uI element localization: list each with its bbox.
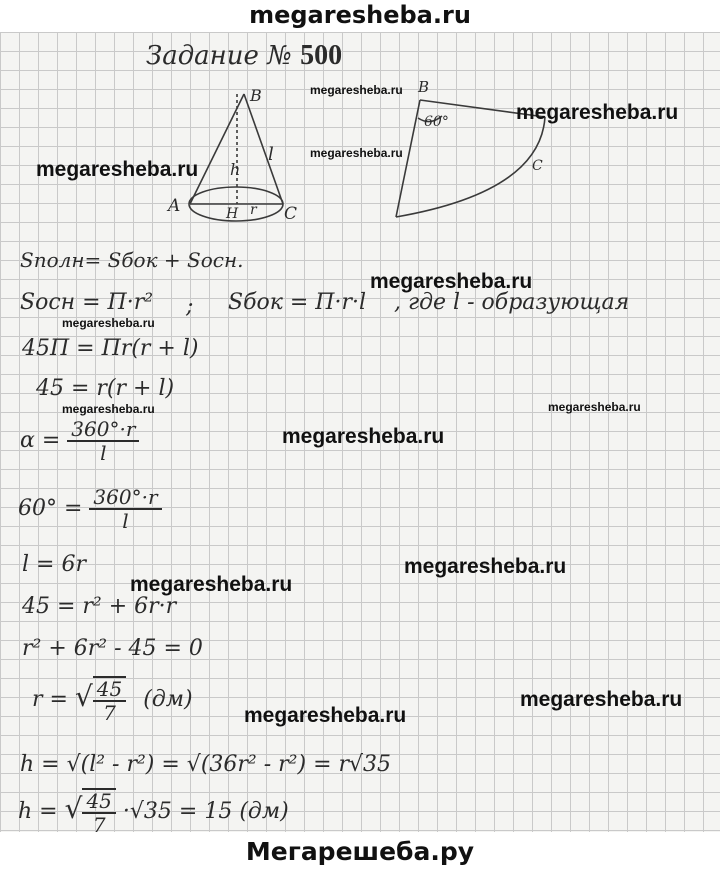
watermark: megaresheba.ru [404,555,567,578]
solution-line-7: l = 6r [22,552,86,577]
solution-line-12-lhs: h = [18,799,58,824]
site-footer: Мегарешеба.ру [0,832,720,873]
solution-line-6-fraction [89,486,161,532]
cone-label-a: A [168,196,181,216]
solution-line-3: 45П = Пr(r + l) [22,336,199,361]
notebook-sheet [0,32,720,832]
solution-line-6 [18,486,162,532]
fraction-numerator: 45 [82,790,115,814]
cone-label-h: h [230,160,241,179]
cone-label-b: B [250,86,262,105]
solution-line-4: 45 = r(r + l) [36,376,175,401]
fraction-denominator: 7 [103,701,116,725]
solution-line-5-fraction [67,418,139,464]
fraction-numerator: 360°·r [89,486,161,510]
sector-label-c: C [532,158,543,174]
solution-line-10-lhs: r = [32,687,68,712]
solution-line-10-unit: (дм) [143,687,193,712]
solution-line-12-rest: ·√35 = 15 (дм) [122,799,289,824]
solution-line-10 [32,676,193,724]
solution-line-2c: , где l - образующая [394,290,630,315]
watermark: megaresheba.ru [244,704,407,727]
fraction-denominator: 7 [92,813,106,832]
solution-line-10-fraction [93,676,126,724]
sqrt-sign: √ [74,680,93,713]
sector-angle-label: 60° [424,114,449,130]
solution-line-2sep: ; [186,294,194,319]
watermark: megaresheba.ru [36,158,199,181]
solution-line-6-lhs: 60° = [18,496,83,521]
task-title-text: Задание № [146,41,292,71]
sqrt-sign: √ [64,792,83,825]
fraction-numerator: 360°·r [67,418,139,442]
fraction-denominator: l [122,509,129,533]
watermark: megaresheba.ru [370,270,533,293]
sector-label-b: B [418,78,430,96]
watermark: megaresheba.ru [62,316,155,330]
cone-label-hfoot: H [226,206,239,222]
solution-line-2a: Sосн = П·r² [20,290,154,315]
solution-line-2b: Sбок = П·r·l [228,290,367,315]
watermark: megaresheba.ru [130,573,293,596]
solution-line-12-fraction [82,788,115,832]
watermark: megaresheba.ru [310,146,403,160]
watermark: megaresheba.ru [548,400,641,414]
fraction-numerator: 45 [93,678,126,702]
cone-label-l: l [268,144,274,165]
watermark: megaresheba.ru [520,688,683,711]
cone-label-r: r [250,202,257,218]
watermark: megaresheba.ru [516,101,679,124]
watermark: megaresheba.ru [62,402,155,416]
solution-line-5 [20,418,139,464]
task-number: 500 [300,40,343,71]
solution-line-11: h = √(l² - r²) = √(36r² - r²) = r√35 [20,752,392,777]
cone-label-c: C [284,204,298,224]
watermark: megaresheba.ru [310,83,403,97]
solution-line-8: 45 = r² + 6r·r [22,594,177,619]
solution-line-12 [18,788,289,832]
fraction-denominator: l [100,441,107,465]
sector-arc [396,117,545,217]
solution-line-9: r² + 6r² - 45 = 0 [22,636,203,661]
solution-line-1: Sполн= Sбок + Sосн. [20,248,244,272]
solution-line-5-lhs: α = [20,428,61,453]
site-header: megaresheba.ru [0,0,720,32]
watermark: megaresheba.ru [282,425,445,448]
